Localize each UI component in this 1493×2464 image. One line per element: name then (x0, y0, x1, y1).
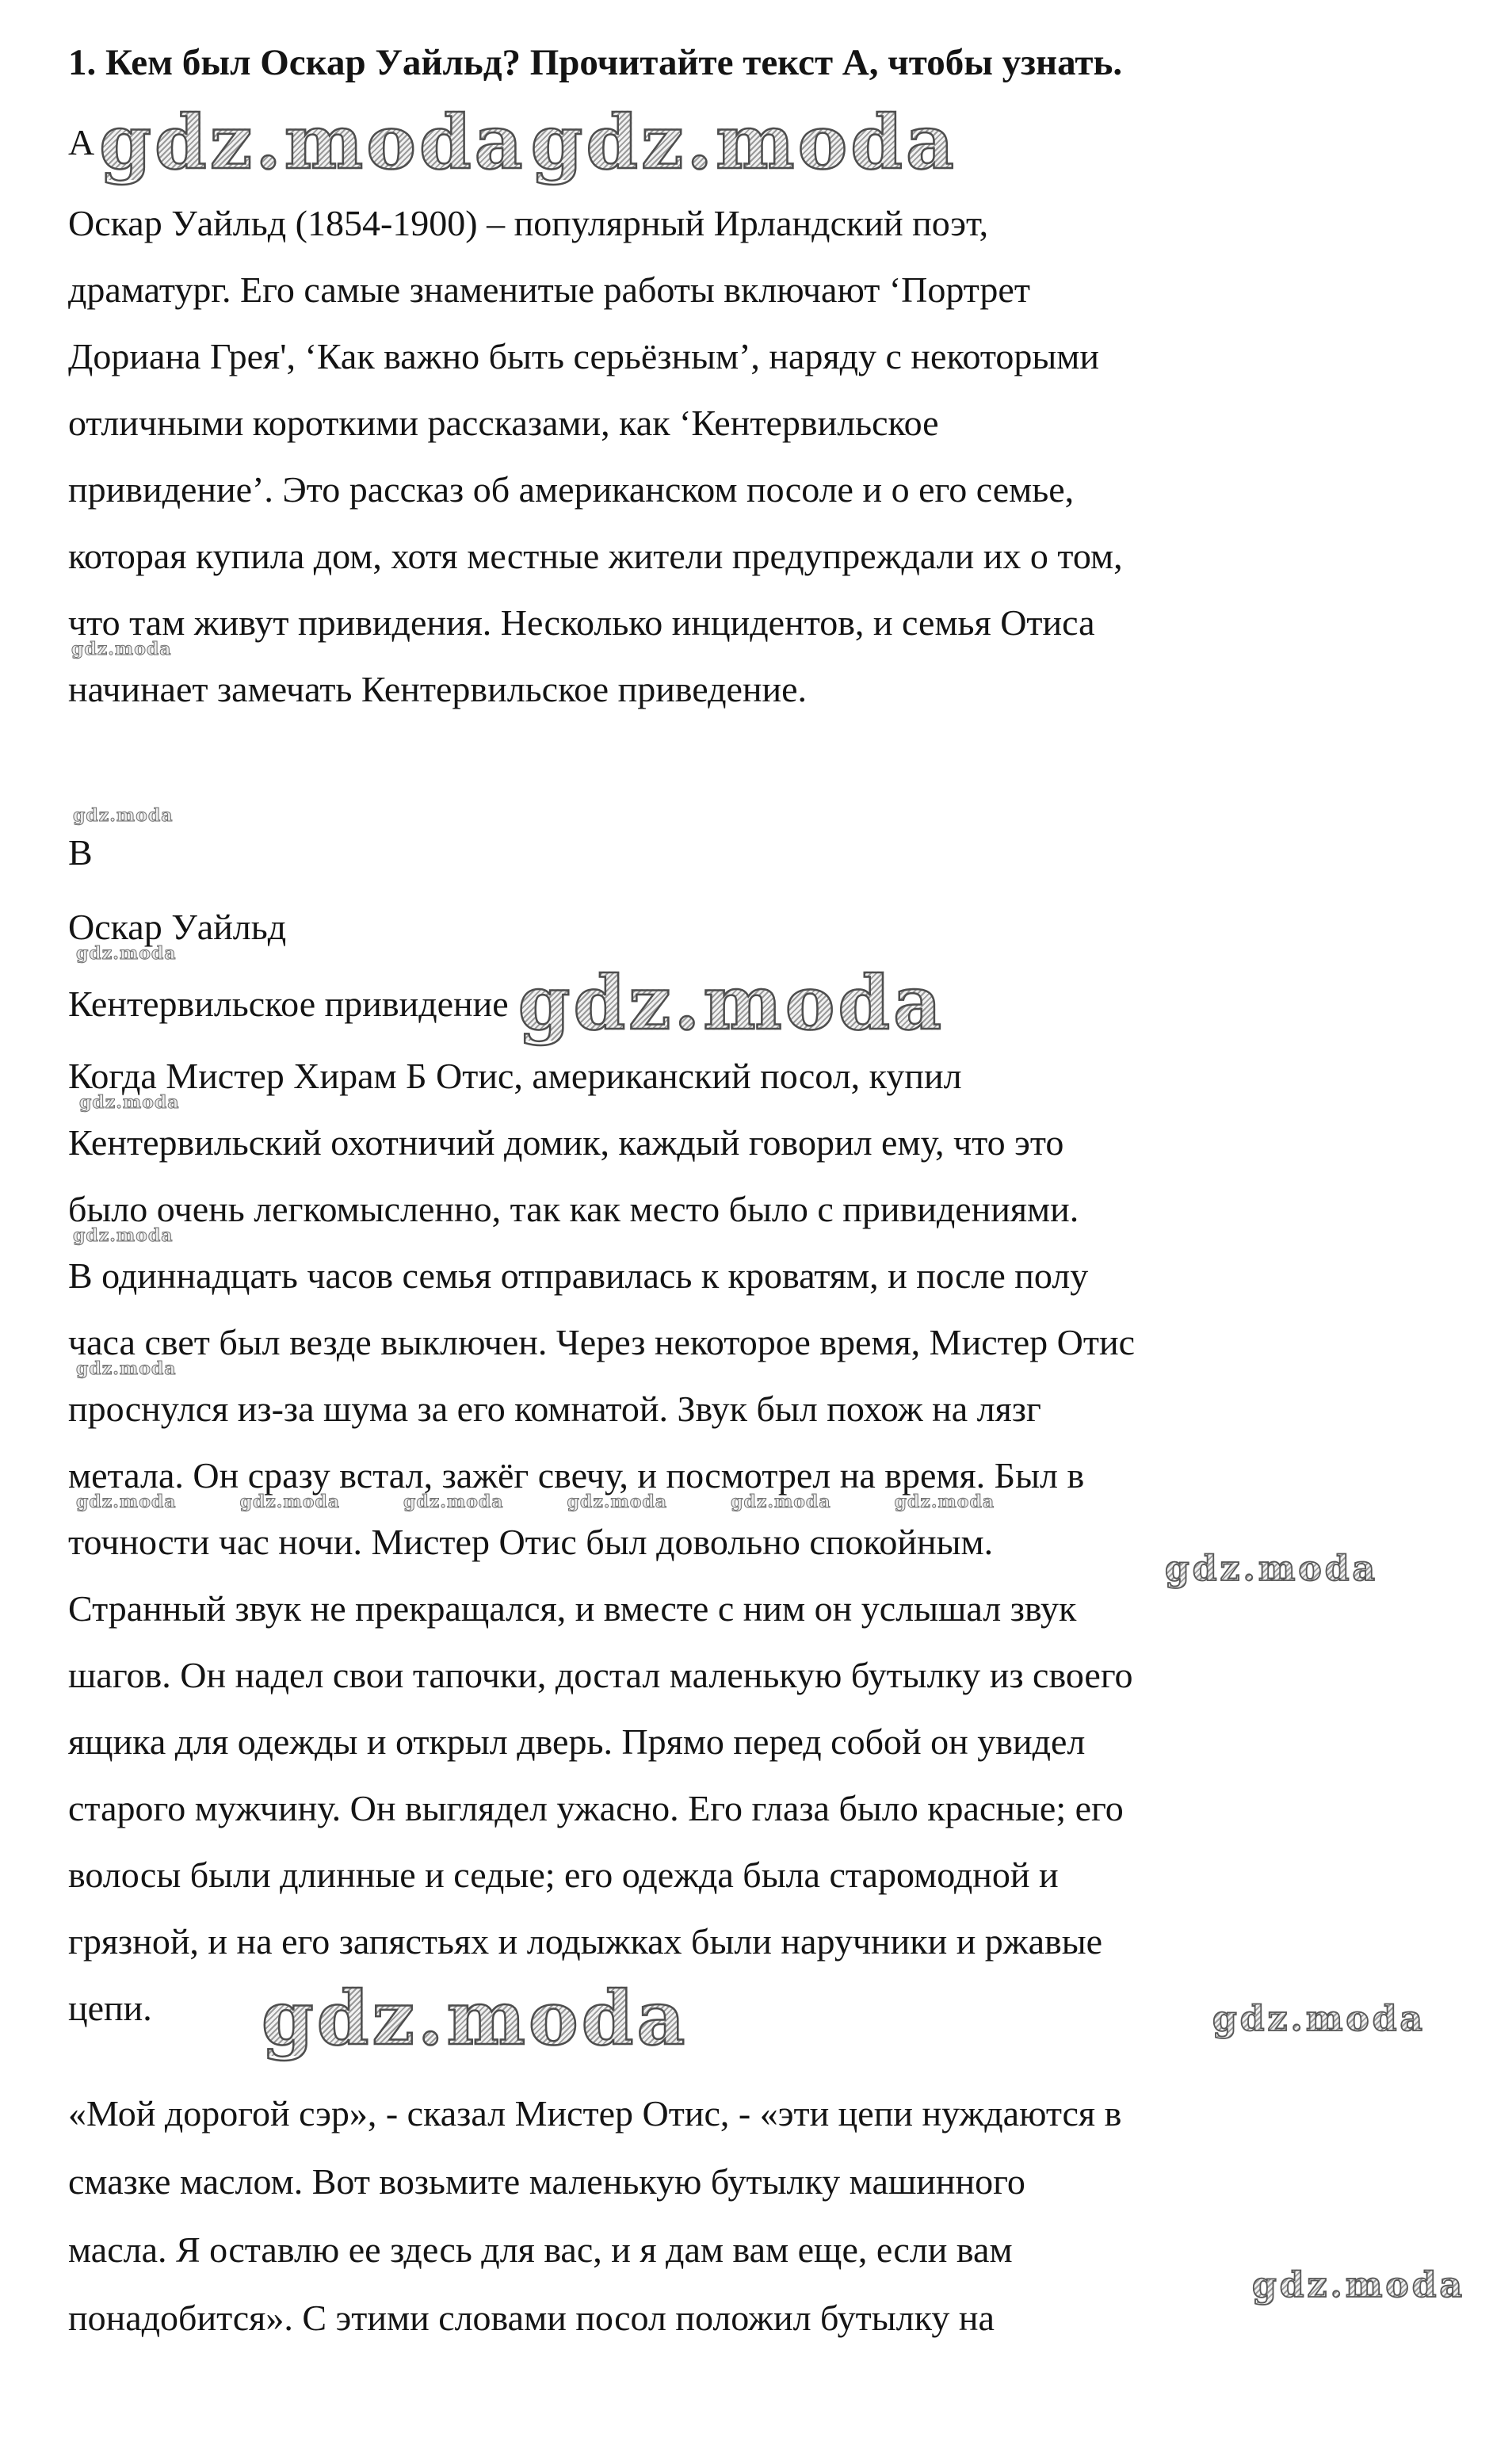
text-line: отличными короткими рассказами, как ‘Кентервильское (68, 403, 939, 443)
text-line: ящика для одежды и открыл дверь. Прямо перед собой он увидел (68, 1721, 1086, 1762)
text-line: Дориана Грея', ‘Как важно быть серьёзным’, наряду с некоторыми (68, 336, 1099, 376)
gdz-moda-watermark: gdz.moda (99, 99, 526, 186)
text-line: драматург. Его самые знаменитые работы включают ‘Портрет (68, 269, 1030, 310)
gdz-moda-watermark: gdz.moda (731, 1492, 831, 1512)
section-b-label: B (68, 832, 93, 873)
text-line: масла. Я оставлю ее здесь для вас, и я дам вам еще, если вам (68, 2229, 1013, 2270)
text-line: проснулся из-за шума за его комнатой. Звук был похож на лязг (68, 1389, 1041, 1429)
text-line: понадобится». С этими словами посол положил бутылку на (68, 2298, 995, 2338)
gdz-moda-watermark: gdz.moda (76, 943, 177, 964)
story-title-row (68, 960, 1458, 1047)
watermark-row (76, 1493, 995, 1511)
text-line: метала. Он сразу встал, зажёг свечу, и посмотрел на время. Был в (68, 1455, 1085, 1496)
text-line: Когда Мистер Хирам Б Отис, американский посол, купил (68, 1056, 962, 1096)
gdz-moda-watermark: gdz.moda (76, 1492, 177, 1512)
gdz-moda-watermark: gdz.moda (239, 1492, 341, 1512)
story-title: Кентервильское привидение (68, 983, 509, 1024)
text-line: волосы были длинные и седые; его одежда была старомодной и (68, 1855, 1059, 1895)
gdz-moda-watermark: gdz.moda (73, 805, 174, 826)
text-line: привидение’. Это рассказ об американском посоле и о его семье, (68, 469, 1075, 510)
text-line: что там живут привидения. Несколько инцидентов, и семья Отиса (68, 602, 1095, 643)
gdz-moda-watermark: gdz.moda (1165, 1549, 1379, 1589)
gdz-moda-watermark: gdz.moda (73, 1225, 174, 1246)
gdz-moda-watermark: gdz.moda (76, 1358, 177, 1379)
quote-paragraph (68, 2080, 1458, 2352)
exercise-title: 1. Кем был Оскар Уайльд? Прочитайте текст А, чтобы узнать. (68, 42, 1123, 83)
text-line: смазке маслом. Вот возьмите маленькую бутылку машинного (68, 2161, 1025, 2202)
text-line: Странный звук не прекращался, и вместе с ним он услышал звук (68, 1588, 1077, 1629)
gdz-moda-watermark: gdz.moda (403, 1492, 504, 1512)
text-line: грязной, и на его запястьях и лодыжках были наручники и ржавые (68, 1921, 1103, 1962)
gdz-moda-watermark: gdz.moda (517, 960, 945, 1047)
text-line: «Мой дорогой сэр», - сказал Мистер Отис, - «эти цепи нуждаются в (68, 2093, 1122, 2134)
text-line: начинает замечать Кентервильское приведение. (68, 669, 808, 709)
text-line: точности час ночи. Мистер Отис был довольно спокойным. (68, 1522, 994, 1562)
text-b-paragraph (68, 1043, 1458, 2042)
text-a-paragraph (68, 190, 1458, 723)
gdz-moda-watermark: gdz.moda (894, 1492, 995, 1512)
text-line: было очень легкомысленно, так как место было с привидениями. (68, 1189, 1079, 1229)
text-line: шагов. Он надел свои тапочки, достал маленькую бутылку из своего (68, 1655, 1133, 1695)
author-name: Оскар Уайльд (68, 907, 287, 947)
gdz-moda-watermark: gdz.moda (567, 1492, 668, 1512)
section-a-header (68, 98, 1458, 187)
text-line: Кентервильский охотничий домик, каждый говорил ему, что это (68, 1122, 1064, 1163)
gdz-moda-watermark: gdz.moda (71, 639, 172, 659)
text-line: В одиннадцать часов семья отправилась к кроватям, и после полу (68, 1255, 1089, 1296)
gdz-moda-watermark: gdz.moda (79, 1092, 180, 1113)
gdz-moda-watermark: gdz.moda (262, 1975, 689, 2062)
text-line: часа свет был везде выключен. Через некоторое время, Мистер Отис (68, 1322, 1135, 1362)
text-line: старого мужчину. Он выглядел ужасно. Его глаза было красные; его (68, 1788, 1124, 1828)
text-line: цепи. (68, 1988, 152, 2028)
text-line: Оскар Уайльд (1854-1900) – популярный Ирландский поэт, (68, 203, 989, 243)
text-line: которая купила дом, хотя местные жители предупреждали их о том, (68, 536, 1123, 576)
gdz-moda-watermark: gdz.moda (1212, 1999, 1426, 2039)
gdz-moda-watermark: gdz.moda (1252, 2265, 1466, 2305)
gdz-moda-watermark: gdz.moda (530, 99, 957, 186)
section-a-label: A (68, 122, 95, 162)
